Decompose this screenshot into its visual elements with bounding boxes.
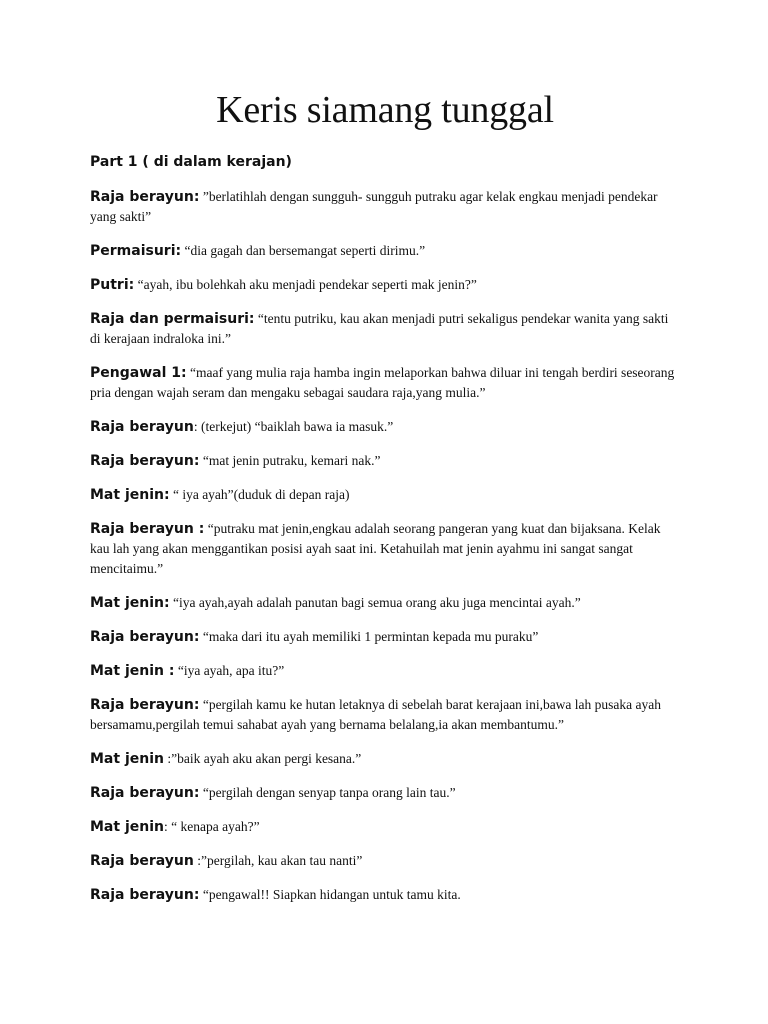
dialogue-line (90, 627, 680, 647)
dialogue-line (90, 187, 680, 227)
speaker-name: Raja berayun: (90, 452, 200, 469)
speaker-name: Raja berayun: (90, 628, 200, 645)
dialogue-line (90, 363, 680, 403)
speaker-name: Raja berayun: (90, 886, 200, 903)
speech-text: ”baik ayah aku akan pergi kesana.” (171, 750, 362, 766)
dialogue-line (90, 417, 680, 437)
speaker-separator: : (163, 750, 172, 766)
dialogue-list (90, 187, 680, 905)
dialogue-line (90, 851, 680, 871)
speech-text: “pergilah dengan senyap tanpa orang lain tau.” (202, 784, 456, 800)
speaker-name: Raja berayun : (90, 520, 205, 537)
dialogue-line (90, 485, 680, 505)
speaker-separator: : (193, 852, 201, 868)
dialogue-line (90, 593, 680, 613)
speaker-name: Raja berayun (90, 418, 194, 435)
speaker-name: Mat jenin: (90, 486, 170, 503)
dialogue-line (90, 661, 680, 681)
speech-text: “ayah, ibu bolehkah aku menjadi pendekar seperti mak jenin?” (137, 276, 477, 292)
dialogue-line (90, 275, 680, 295)
speaker-name: Raja berayun: (90, 696, 200, 713)
dialogue-line (90, 783, 680, 803)
speaker-name: Mat jenin: (90, 594, 170, 611)
speaker-name: Raja berayun: (90, 188, 200, 205)
document-page (90, 88, 680, 919)
speech-text: ”berlatihlah dengan sungguh- sungguh putraku agar kelak engkau menjadi pendekar yang sakti” (90, 188, 658, 224)
speech-text: “maaf yang mulia raja hamba ingin melaporkan bahwa diluar ini tengah berdiri seseorang pria dengan wajah seram dan mengaku sebagai saudara raja,yang mulia.” (90, 364, 675, 400)
speaker-name: Raja berayun: (90, 784, 200, 801)
speech-text: “mat jenin putraku, kemari nak.” (202, 452, 381, 468)
speaker-name: Pengawal 1: (90, 364, 187, 381)
dialogue-line (90, 695, 680, 735)
speech-text: “ kenapa ayah?” (171, 818, 260, 834)
speaker-name: Mat jenin : (90, 662, 175, 679)
speech-text: “pergilah kamu ke hutan letaknya di sebelah barat kerajaan ini,bawa lah pusaka ayah bersamamu,pergilah temui sahabat ayah yang bernama belalang,ia akan membantumu.” (90, 696, 662, 732)
speech-text: (terkejut) “baiklah bawa ia masuk.” (201, 418, 394, 434)
speech-text: “iya ayah, apa itu?” (177, 662, 285, 678)
speaker-separator: : (163, 818, 172, 834)
dialogue-line (90, 241, 680, 261)
dialogue-line (90, 817, 680, 837)
dialogue-line (90, 519, 680, 579)
speaker-name: Mat jenin (90, 750, 164, 767)
speech-text: ”pergilah, kau akan tau nanti” (201, 852, 363, 868)
dialogue-line (90, 885, 680, 905)
speaker-separator: : (193, 418, 201, 434)
speech-text: “maka dari itu ayah memiliki 1 permintan kepada mu puraku” (202, 628, 539, 644)
speech-text: “putraku mat jenin,engkau adalah seorang pangeran yang kuat dan bijaksana. Kelak kau lah yang akan menggantikan posisi ayah saat ini. Ketahuilah mat jenin ayahmu ini sangat sangat mencitaimu.” (90, 520, 661, 576)
speaker-name: Putri: (90, 276, 135, 293)
speaker-name: Raja berayun (90, 852, 194, 869)
speech-text: “dia gagah dan bersemangat seperti dirimu.” (184, 242, 426, 258)
speaker-name: Mat jenin (90, 818, 164, 835)
part-heading: Part 1 ( di dalam kerajan) (90, 153, 292, 170)
dialogue-line (90, 451, 680, 471)
dialogue-line (90, 309, 680, 349)
speech-text: “iya ayah,ayah adalah panutan bagi semua orang aku juga mencintai ayah.” (172, 594, 581, 610)
speech-text: “tentu putriku, kau akan menjadi putri sekaligus pendekar wanita yang sakti di kerajaan indraloka ini.” (90, 310, 669, 346)
speech-text: “pengawal!! Siapkan hidangan untuk tamu kita. (202, 886, 461, 902)
speaker-name: Permaisuri: (90, 242, 182, 259)
document-title: Keris siamang tunggal (216, 89, 554, 131)
speaker-name: Raja dan permaisuri: (90, 310, 255, 327)
speech-text: “ iya ayah”(duduk di depan raja) (172, 486, 350, 502)
dialogue-line (90, 749, 680, 769)
